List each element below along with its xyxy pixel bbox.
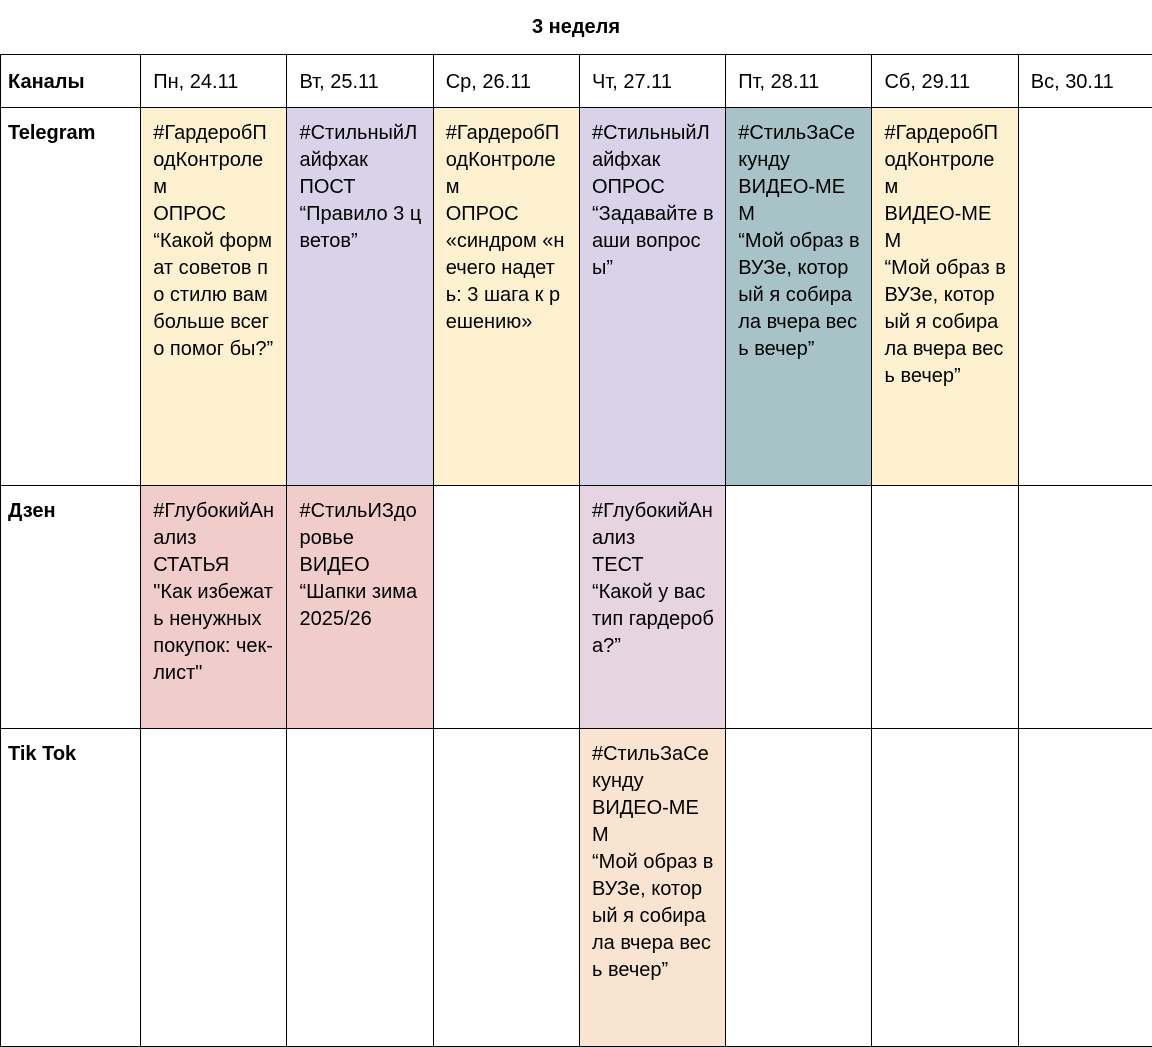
post-cell-dzen-sat[interactable] <box>872 486 1018 729</box>
post-cell-dzen-sun[interactable] <box>1018 486 1152 729</box>
day-header-thu[interactable]: Чт, 27.11 <box>579 55 725 108</box>
channel-name-dzen[interactable]: Дзен <box>1 486 141 729</box>
channel-name-telegram[interactable]: Telegram <box>1 108 141 486</box>
channel-row-telegram <box>1 108 1152 486</box>
post-cell-telegram-sat[interactable]: #ГардеробПодКонтролем ВИДЕО-МЕМ “Мой образ в ВУЗе, который я собирала вчера весь вечер” <box>872 108 1018 486</box>
post-cell-dzen-thu[interactable]: #ГлубокийАнализ ТЕСТ “Какой у вас тип гардероба?” <box>579 486 725 729</box>
page-title: 3 неделя <box>0 12 1152 42</box>
post-cell-tiktok-sun[interactable] <box>1018 729 1152 1047</box>
day-header-wed[interactable]: Ср, 26.11 <box>433 55 579 108</box>
post-cell-tiktok-wed[interactable] <box>433 729 579 1047</box>
day-header-mon[interactable]: Пн, 24.11 <box>141 55 287 108</box>
day-header-fri[interactable]: Пт, 28.11 <box>726 55 872 108</box>
channel-row-tiktok <box>1 729 1152 1047</box>
day-header-sun[interactable]: Вс, 30.11 <box>1018 55 1152 108</box>
post-cell-tiktok-tue[interactable] <box>287 729 433 1047</box>
post-cell-tiktok-sat[interactable] <box>872 729 1018 1047</box>
post-cell-telegram-wed[interactable]: #ГардеробПодКонтролем ОПРОС «синдром «нечего надеть: 3 шага к решению» <box>433 108 579 486</box>
post-cell-dzen-tue[interactable]: #СтильИЗдоровье ВИДЕО “Шапки зима 2025/26 <box>287 486 433 729</box>
day-header-sat[interactable]: Сб, 29.11 <box>872 55 1018 108</box>
channels-header[interactable]: Каналы <box>1 55 141 108</box>
post-cell-telegram-tue[interactable]: #СтильныйЛайфхак ПОСТ “Правило 3 цветов” <box>287 108 433 486</box>
post-cell-telegram-mon[interactable]: #ГардеробПодКонтролем ОПРОС “Какой формат советов по стилю вам больше всего помог бы?” <box>141 108 287 486</box>
post-cell-dzen-fri[interactable] <box>726 486 872 729</box>
channel-name-tiktok[interactable]: Tik Tok <box>1 729 141 1047</box>
day-header-tue[interactable]: Вт, 25.11 <box>287 55 433 108</box>
post-cell-telegram-fri[interactable]: #СтильЗаСекунду ВИДЕО-МЕМ “Мой образ в ВУЗе, который я собирала вчера весь вечер” <box>726 108 872 486</box>
content-plan-table <box>0 54 1152 1047</box>
channel-row-dzen <box>1 486 1152 729</box>
post-cell-telegram-sun[interactable] <box>1018 108 1152 486</box>
post-cell-telegram-thu[interactable]: #СтильныйЛайфхак ОПРОС “Задавайте ваши вопросы” <box>579 108 725 486</box>
post-cell-tiktok-fri[interactable] <box>726 729 872 1047</box>
header-row <box>1 55 1152 108</box>
post-cell-tiktok-thu[interactable]: #СтильЗаСекунду ВИДЕО-МЕМ “Мой образ в ВУЗе, который я собирала вчера весь вечер” <box>579 729 725 1047</box>
post-cell-dzen-mon[interactable]: #ГлубокийАнализ СТАТЬЯ "Как избежать ненужных покупок: чек-лист" <box>141 486 287 729</box>
post-cell-tiktok-mon[interactable] <box>141 729 287 1047</box>
post-cell-dzen-wed[interactable] <box>433 486 579 729</box>
